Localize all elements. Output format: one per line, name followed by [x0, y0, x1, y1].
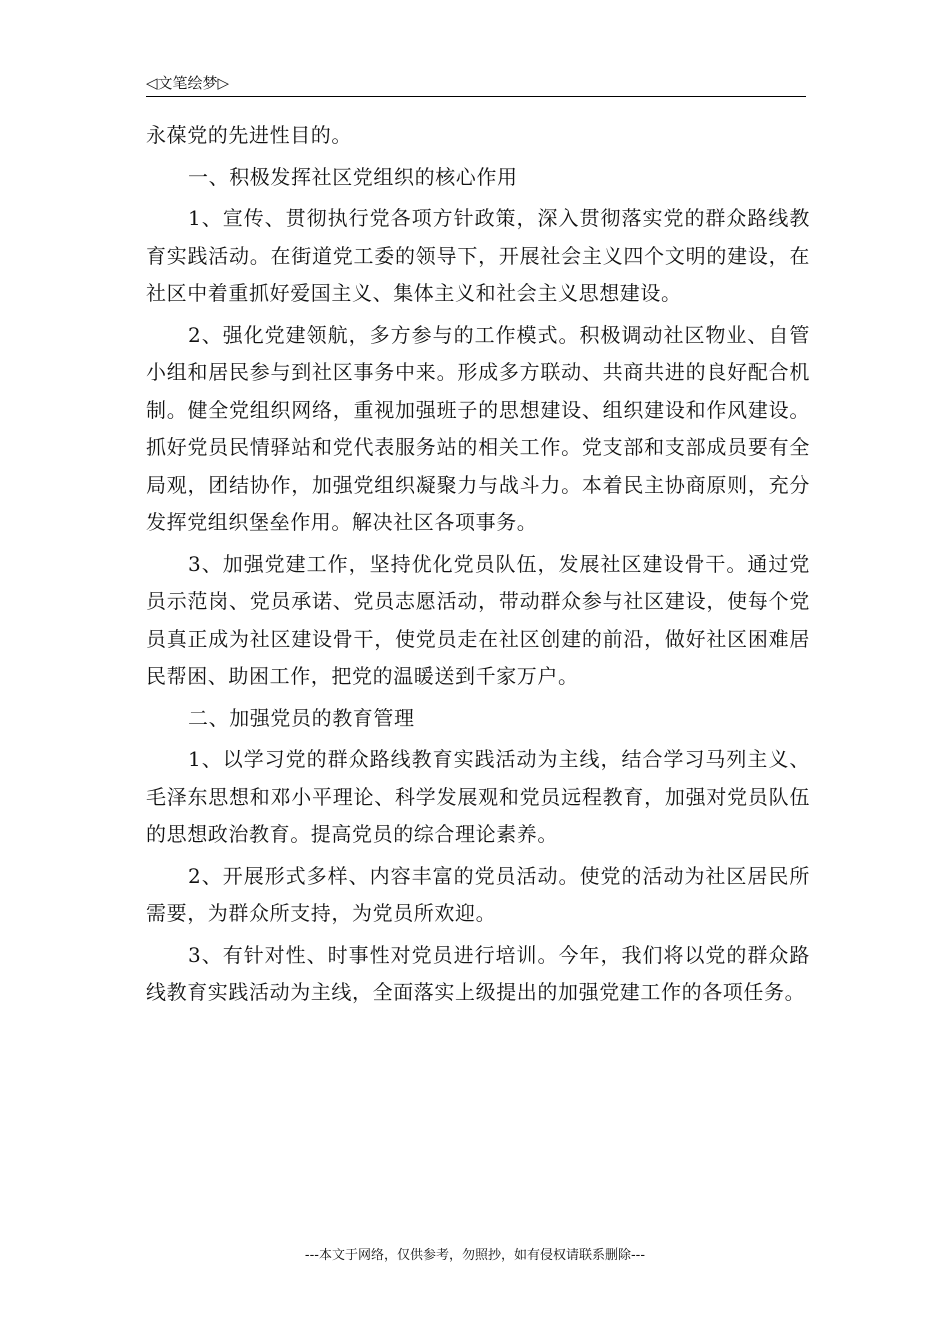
paragraph-item: 1、以学习党的群众路线教育实践活动为主线，结合学习马列主义、毛泽东思想和邓小平理论、科学发展观和党员远程教育，加强对党员队伍的思想政治教育。提高党员的综合理论素养。	[146, 747, 810, 846]
document-body	[146, 117, 810, 1016]
footer-disclaimer: ---本文于网络，仅供参考，勿照抄，如有侵权请联系删除---	[304, 1248, 646, 1263]
paragraph-item: 1、宣传、贯彻执行党各项方针政策，深入贯彻落实党的群众路线教育实践活动。在街道党工委的领导下，开展社会主义四个文明的建设，在社区中着重抓好爱国主义、集体主义和社会主义思想建设。	[146, 206, 810, 305]
section-heading-1: 一、积极发挥社区党组织的核心作用	[188, 164, 518, 189]
paragraph-item: 2、开展形式多样、内容丰富的党员活动。使党的活动为社区居民所需要，为群众所支持，为党员所欢迎。	[146, 863, 810, 925]
paragraph-item: 3、加强党建工作，坚持优化党员队伍，发展社区建设骨干。通过党员示范岗、党员承诺、党员志愿活动，带动群众参与社区建设，使每个党员真正成为社区建设骨干，使党员走在社区创建的前沿，做好社区困难居民帮困、助困工作，把党的温暖送到千家万户。	[146, 551, 810, 688]
paragraph-item: 2、强化党建领航，多方参与的工作模式。积极调动社区物业、自管小组和居民参与到社区事务中来。形成多方联动、共商共进的良好配合机制。健全党组织网络，重视加强班子的思想建设、组织建设和作风建设。抓好党员民情驿站和党代表服务站的相关工作。党支部和支部成员要有全局观，团结协作，加强党组织凝聚力与战斗力。本着民主协商原则，充分发挥党组织堡垒作用。解决社区各项事务。	[146, 322, 810, 534]
paragraph-item: 3、有针对性、时事性对党员进行培训。今年，我们将以党的群众路线教育实践活动为主线，全面落实上级提出的加强党建工作的各项任务。	[146, 942, 810, 1004]
header-divider	[146, 96, 806, 97]
section-heading-2: 二、加强党员的教育管理	[188, 705, 415, 730]
document-header-title: ◁文笔绘梦▷	[146, 74, 230, 92]
paragraph-continuation: 永葆党的先进性目的。	[146, 123, 352, 147]
